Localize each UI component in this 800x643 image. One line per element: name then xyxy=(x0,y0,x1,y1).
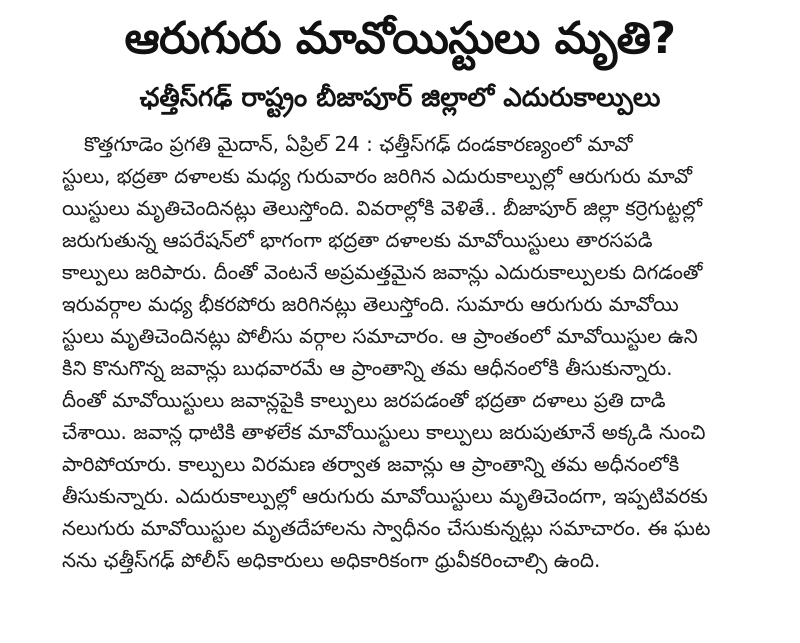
article-body-line: తీసుకున్నారు. ఎదురుకాల్పుల్లో ఆరుగురు మావోయిస్టులు మృతిచెందగా, ఇప్పటివరకు xyxy=(62,484,708,508)
article-body-line: నలుగురు మావోయిస్టుల మృతదేహాలను స్వాధీనం చేసుకున్నట్లు సమాచారం. ఈ ఘట xyxy=(62,516,711,540)
article-body-line: స్టులు మృతిచెందినట్లు పోలీసు వర్గాల సమాచారం. ఆ ప్రాంతంలో మావోయిస్టుల ఉని xyxy=(62,324,698,348)
article-body-line: కిని కొనుగొన్న జవాన్లు బుధవారమే ఆ ప్రాంతాన్ని తమ ఆధీనంలోకి తీసుకున్నారు. xyxy=(62,356,673,380)
article-headline: ఆరుగురు మావోయిస్టులు మృతి? xyxy=(124,13,676,64)
article-body-line: పారిపోయారు. కాల్పులు విరమణ తర్వాత జవాన్లు ఆ ప్రాంతాన్ని తమ అధీనంలోకి xyxy=(62,452,680,476)
article-subheadline: ఛత్తీస్‌గఢ్ రాష్ట్రం బీజాపూర్ జిల్లాలో ఎదురుకాల్పులు xyxy=(139,83,661,113)
article-body-line: నను ఛత్తీస్‌గఢ్ పోలీస్ అధికారులు అధికారికంగా ధ్రువీకరించాల్సి ఉంది. xyxy=(62,548,601,572)
article-body-line: జరుగుతున్న ఆపరేషన్‌లో భాగంగా భద్రతా దళాలకు మావోయిస్టులు తారసపడి xyxy=(62,228,653,252)
article-body-line: యిస్టులు మృతిచెందినట్లు తెలుస్తోంది. వివరాల్లోకి వెళితే.. బీజాపూర్ జిల్లా కర్రెగుట్టల్లో xyxy=(62,196,703,220)
cropped-next-line-fragment xyxy=(0,634,800,643)
article-body-line: స్టులు, భద్రతా దళాలకు మధ్య గురువారం జరిగిన ఎదురుకాల్పుల్లో ఆరుగురు మావో xyxy=(62,164,693,188)
article-body-line: దీంతో మావోయిస్టులు జవాన్లపైకి కాల్పులు జరపడంతో భద్రతా దళాలు ప్రతి దాడి xyxy=(62,388,666,412)
article-body-line: కొత్తగూడెం ప్రగతి మైదాన్, ఏప్రిల్ 24 : ఛత్తీస్‌గఢ్ దండకారణ్యంలో మావో xyxy=(84,132,633,156)
article-body-line: ఇరువర్గాల మధ్య భీకరపోరు జరిగినట్లు తెలుస్తోంది. సుమారు ఆరుగురు మావోయి xyxy=(62,292,679,316)
article-body-line: చేశాయి. జవాన్ల ధాటికి తాళలేక మావోయిస్టులు కాల్పులు జరుపుతూనే అక్కడి నుంచి xyxy=(62,420,706,444)
article-body xyxy=(62,128,800,576)
article-body-line: కాల్పులు జరిపారు. దీంతో వెంటనే అప్రమత్తమైన జవాన్లు ఎదురుకాల్పులకు దిగడంతో xyxy=(62,260,703,284)
